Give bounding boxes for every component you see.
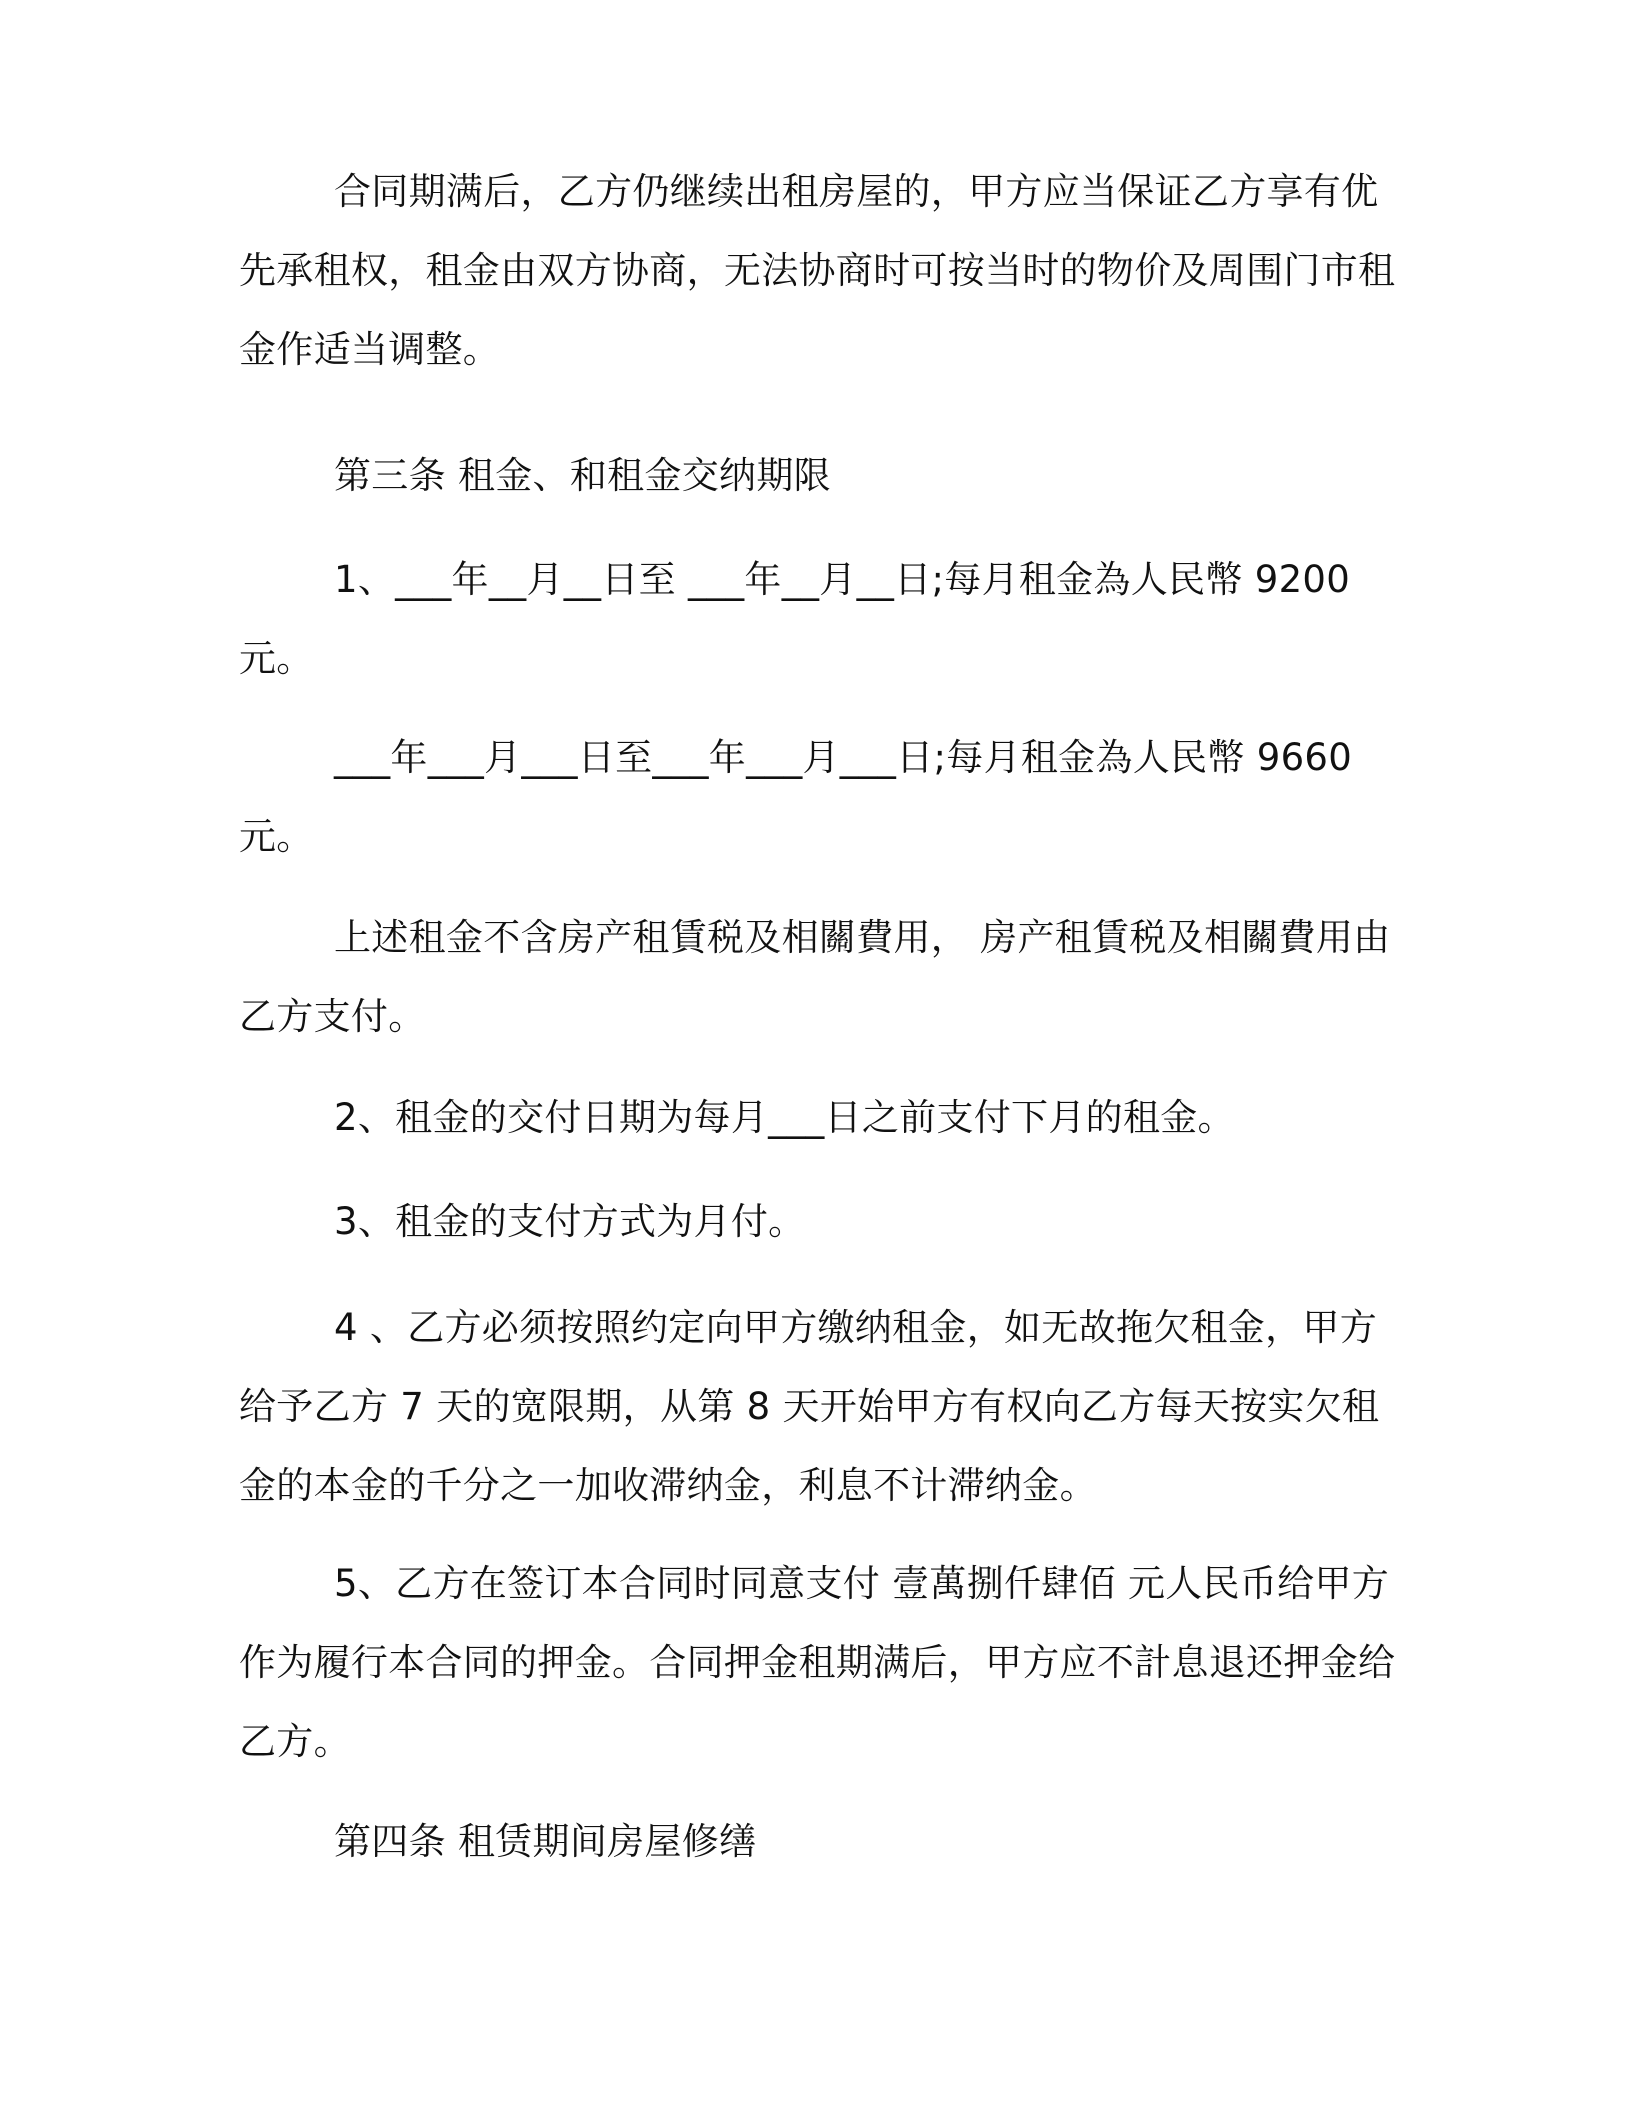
paragraph-late-fee: 4 、乙方必须按照约定向甲方缴纳租金，如无故拖欠租金，甲方给予乙方 7 天的宽限期，从第 8 天开始甲方有权向乙方每天按实欠租金的本金的千分之一加收滞纳金，利息不计滞纳金。 (239, 1306, 1380, 1507)
paragraph-rent-period-2: ___年___月___日至___年___月___日;每月租金為人民幣 9660 元。 (239, 736, 1353, 858)
article-three-heading: 第三条 租金、和租金交纳期限 (334, 454, 831, 497)
paragraph-tax-fees: 上述租金不含房产租賃税及相關費用， 房产租賃税及相關費用由乙方支付。 (239, 916, 1391, 1038)
paragraph-renewal-priority: 合同期满后，乙方仍继续出租房屋的，甲方应当保证乙方享有优先承租权，租金由双方协商，无法协商时可按当时的物价及周围门市租金作适当调整。 (239, 170, 1396, 371)
paragraph-deposit: 5、乙方在签订本合同时同意支付 壹萬捌仟肆佰 元人民币给甲方作为履行本合同的押金。合同押金租期满后，甲方应不計息退还押金给乙方。 (239, 1562, 1396, 1763)
paragraph-rent-period-1: 1、___年__月__日至 ___年__月__日;每月租金為人民幣 9200 元。 (239, 558, 1351, 680)
paragraph-payment-method: 3、租金的支付方式为月付。 (334, 1200, 806, 1243)
article-four-heading: 第四条 租赁期间房屋修缮 (334, 1820, 757, 1863)
paragraph-payment-date: 2、租金的交付日期为每月___日之前支付下月的租金。 (334, 1096, 1235, 1139)
